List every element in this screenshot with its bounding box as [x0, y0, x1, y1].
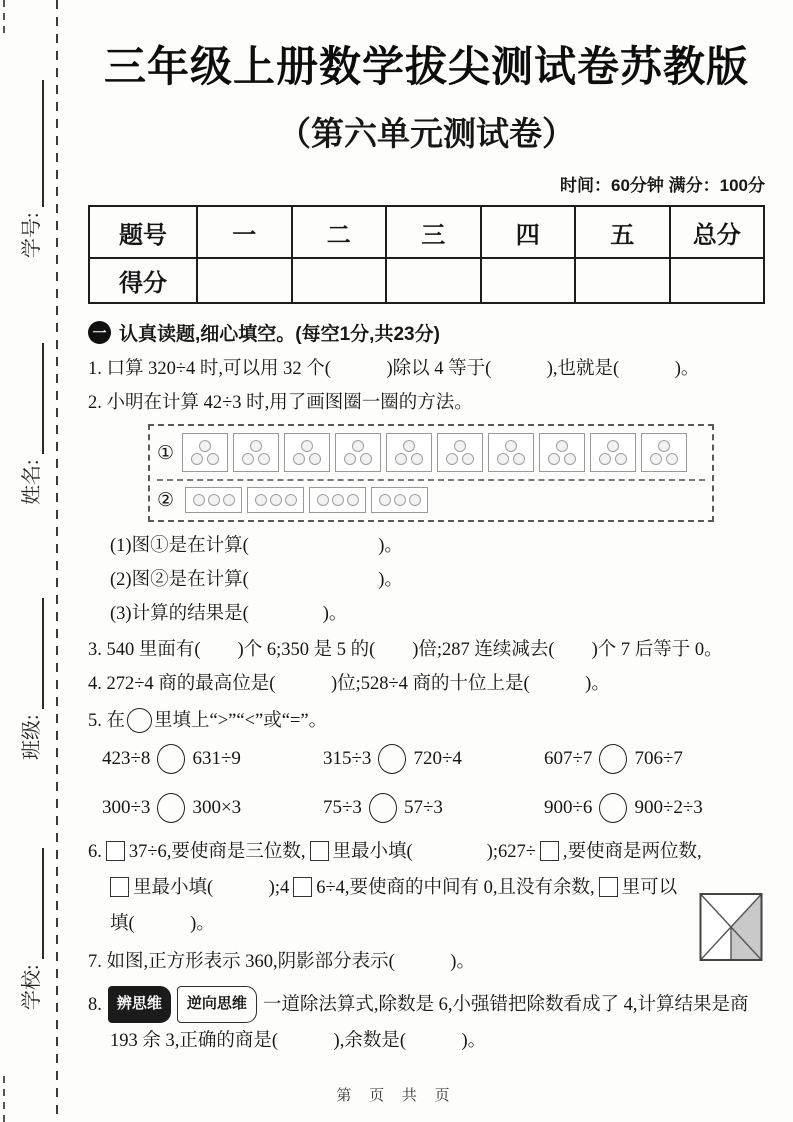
counter-circle: [599, 453, 611, 465]
counter-circle: [193, 494, 205, 506]
fill-square-icon: [310, 841, 329, 861]
question-6-text: 37÷6,要使商是三位数,: [128, 842, 306, 862]
compare-circle-icon: [127, 708, 152, 733]
question-6-number: 6.: [88, 842, 102, 862]
counter-circle: [301, 440, 313, 452]
question-1: 1. 口算 320÷4 时,可以用 32 个( )除以 4 等于( ),也就是( )。: [88, 359, 700, 379]
comparison-item: [544, 793, 765, 823]
student-id-field: [14, 80, 44, 258]
counter-circle: [666, 453, 678, 465]
comparison-left-expression: 300÷3: [102, 797, 151, 818]
compare-circle-icon: [157, 793, 185, 823]
question-8-number: 8.: [88, 994, 102, 1015]
student-id-blank-line: [20, 80, 44, 207]
counter-circle: [394, 494, 406, 506]
comparison-left-expression: 315÷3: [323, 748, 372, 769]
counter-circle: [309, 453, 321, 465]
counter-circle: [242, 453, 254, 465]
score-table-cell: 总分: [670, 206, 765, 258]
counter-circle: [379, 494, 391, 506]
circle-group-of-3-triangle: [182, 433, 228, 472]
student-id-label: 学号:: [21, 212, 43, 258]
question-6-line-3: 填( )。: [110, 914, 215, 934]
counter-circle: [615, 453, 627, 465]
counter-circle: [293, 453, 305, 465]
left-edge-dash-top: [3, 0, 5, 38]
page-footer: 第 页 共 页: [336, 1088, 457, 1104]
score-table-cell: 三: [386, 206, 481, 258]
question-2: 2. 小明在计算 42÷3 时,用了画图圈一圈的方法。: [88, 393, 473, 413]
score-table-cell: 一: [197, 206, 292, 258]
question-6-text: 里可以: [621, 878, 678, 898]
compare-circle-icon: [157, 744, 185, 774]
fill-square-icon: [110, 877, 129, 897]
score-table-cell: 得分: [89, 258, 197, 303]
circle-group-of-3-triangle: [284, 433, 330, 472]
question-5-intro-prefix: 5. 在: [88, 711, 126, 731]
counter-circle: [352, 440, 364, 452]
question-2-sub-2: (2)图②是在计算( )。: [110, 570, 403, 590]
question-3: 3. 540 里面有( )个 6;350 是 5 的( )倍;287 连续减去( )个 7 后等于 0。: [88, 640, 723, 660]
circle-group-of-3-triangle: [233, 433, 279, 472]
counter-circle: [360, 453, 372, 465]
comparison-right-expression: 720÷4: [413, 748, 462, 769]
counter-circle: [285, 494, 297, 506]
circle-group-of-3-triangle: [641, 433, 687, 472]
counter-circle: [462, 453, 474, 465]
student-name-field: [14, 343, 44, 505]
diagram-row-2: [157, 479, 705, 516]
comparison-left-expression: 900÷6: [544, 797, 593, 818]
counter-circle: [409, 494, 421, 506]
counter-circle: [454, 440, 466, 452]
counter-circle: [650, 453, 662, 465]
counter-circle: [250, 440, 262, 452]
exam-meta: 时间：60分钟 满分：100分: [560, 176, 765, 195]
reverse-thinking-badge: 逆向思维: [177, 986, 257, 1023]
comparison-item: [544, 744, 765, 774]
score-table-cell: 题号: [89, 206, 197, 258]
score-table-score-row: [89, 258, 764, 303]
counter-circle: [513, 453, 525, 465]
grouping-diagram: [148, 424, 714, 522]
compare-circle-icon: [599, 793, 627, 823]
score-table-cell: 五: [575, 206, 670, 258]
class-blank-line: [20, 598, 44, 709]
comparison-grid: [88, 744, 765, 823]
counter-circle: [658, 440, 670, 452]
comparison-right-expression: 57÷3: [403, 797, 443, 818]
fill-square-icon: [599, 877, 618, 897]
comparison-item: [102, 744, 323, 774]
circle-group-of-3-triangle: [437, 433, 483, 472]
question-6-text: 6÷4,要使商的中间有 0,且没有余数,: [316, 878, 595, 898]
counter-circle: [332, 494, 344, 506]
diagram-row-1: [157, 431, 705, 479]
counter-circle: [258, 453, 270, 465]
class-field: [14, 598, 44, 760]
counter-circle: [548, 453, 560, 465]
question-8-line-2: 193 余 3,正确的商是( ),余数是( )。: [110, 1031, 487, 1051]
compare-circle-icon: [369, 793, 397, 823]
counter-circle: [556, 440, 568, 452]
circled-number-2: ②: [157, 489, 175, 511]
question-5-intro: [88, 705, 765, 737]
circled-number-1: ①: [157, 441, 175, 464]
page-title: 三年级上册数学拔尖测试卷苏教版: [103, 43, 749, 90]
circle-group-of-3-row: [247, 487, 304, 513]
comparison-right-expression: 631÷9: [192, 748, 241, 769]
school-field: [14, 848, 44, 1010]
diagram-row1-groups: [182, 433, 687, 472]
comparison-item: [323, 793, 544, 823]
circle-group-of-3-row: [309, 487, 366, 513]
circle-group-of-3-row: [185, 487, 242, 513]
binding-cut-line: [56, 0, 58, 1122]
question-7: 7. 如图,正方形表示 360,阴影部分表示( )。: [88, 952, 475, 972]
fill-square-icon: [293, 877, 312, 897]
score-table-header-row: [89, 206, 764, 258]
page-subtitle: （第六单元测试卷）: [278, 115, 575, 152]
counter-circle: [270, 494, 282, 506]
counter-circle: [607, 440, 619, 452]
question-6-line-1: [88, 834, 765, 870]
question-8-text: 一道除法算式,除数是 6,小强错把除数看成了 4,计算结果是商: [262, 994, 749, 1015]
counter-circle: [207, 453, 219, 465]
score-table-empty-cell: [386, 258, 481, 303]
comparison-item: [102, 793, 323, 823]
counter-circle: [347, 494, 359, 506]
counter-circle: [208, 494, 220, 506]
counter-circle: [505, 440, 517, 452]
counter-circle: [317, 494, 329, 506]
class-label: 班级:: [21, 714, 43, 760]
comparison-left-expression: 607÷7: [544, 748, 593, 769]
score-table-empty-cell: [292, 258, 387, 303]
question-4: 4. 272÷4 商的最高位是( )位;528÷4 商的十位上是( )。: [88, 674, 610, 694]
counter-circle: [446, 453, 458, 465]
comparison-right-expression: 706÷7: [634, 748, 683, 769]
counter-circle: [223, 494, 235, 506]
thinking-skill-badge: 辨思维: [108, 986, 171, 1023]
school-blank-line: [20, 848, 44, 959]
question-6-text: 里最小填( );4: [133, 878, 290, 898]
counter-circle: [199, 440, 211, 452]
question-5-intro-suffix: 里填上“>”“<”或“=”。: [154, 711, 328, 731]
counter-circle: [255, 494, 267, 506]
compare-circle-icon: [599, 744, 627, 774]
section-one-header: [88, 319, 765, 346]
score-table-cell: 四: [481, 206, 576, 258]
fill-square-icon: [106, 841, 125, 861]
score-table-empty-cell: [481, 258, 576, 303]
fill-square-icon: [540, 841, 559, 861]
paper-content: [88, 0, 765, 1057]
comparison-item: [323, 744, 544, 774]
question-2-sub-1: (1)图①是在计算( )。: [110, 536, 403, 556]
circle-group-of-3-triangle: [539, 433, 585, 472]
counter-circle: [191, 453, 203, 465]
question-6-text: ,要使商是两位数,: [562, 842, 702, 862]
student-name-label: 姓名:: [21, 459, 43, 505]
score-table-empty-cell: [197, 258, 292, 303]
counter-circle: [564, 453, 576, 465]
comparison-left-expression: 75÷3: [323, 797, 362, 818]
section-one-title: 认真读题,细心填空。(每空1分,共23分): [119, 324, 440, 345]
counter-circle: [411, 453, 423, 465]
question-6-text: 里最小填( );627÷: [332, 842, 536, 862]
circle-group-of-3-row: [371, 487, 428, 513]
counter-circle: [403, 440, 415, 452]
counter-circle: [497, 453, 509, 465]
comparison-left-expression: 423÷8: [102, 748, 151, 769]
score-table-empty-cell: [575, 258, 670, 303]
score-table-empty-cell: [670, 258, 765, 303]
question-2-sub-3: (3)计算的结果是( )。: [110, 604, 348, 624]
counter-circle: [344, 453, 356, 465]
comparison-right-expression: 300×3: [192, 797, 242, 818]
question-6-line-2: [88, 870, 765, 906]
diagram-row2-groups: [185, 487, 428, 513]
school-label: 学校:: [21, 964, 43, 1010]
question-8-line-1: [88, 986, 765, 1023]
shaded-square-figure: [699, 892, 763, 962]
circle-group-of-3-triangle: [386, 433, 432, 472]
circle-group-of-3-triangle: [335, 433, 381, 472]
score-table: [88, 205, 765, 304]
section-number-badge: 一: [88, 321, 111, 344]
counter-circle: [395, 453, 407, 465]
student-name-blank-line: [20, 343, 44, 454]
compare-circle-icon: [378, 744, 406, 774]
circle-group-of-3-triangle: [590, 433, 636, 472]
comparison-right-expression: 900÷2÷3: [634, 797, 703, 818]
circle-group-of-3-triangle: [488, 433, 534, 472]
score-table-cell: 二: [292, 206, 387, 258]
